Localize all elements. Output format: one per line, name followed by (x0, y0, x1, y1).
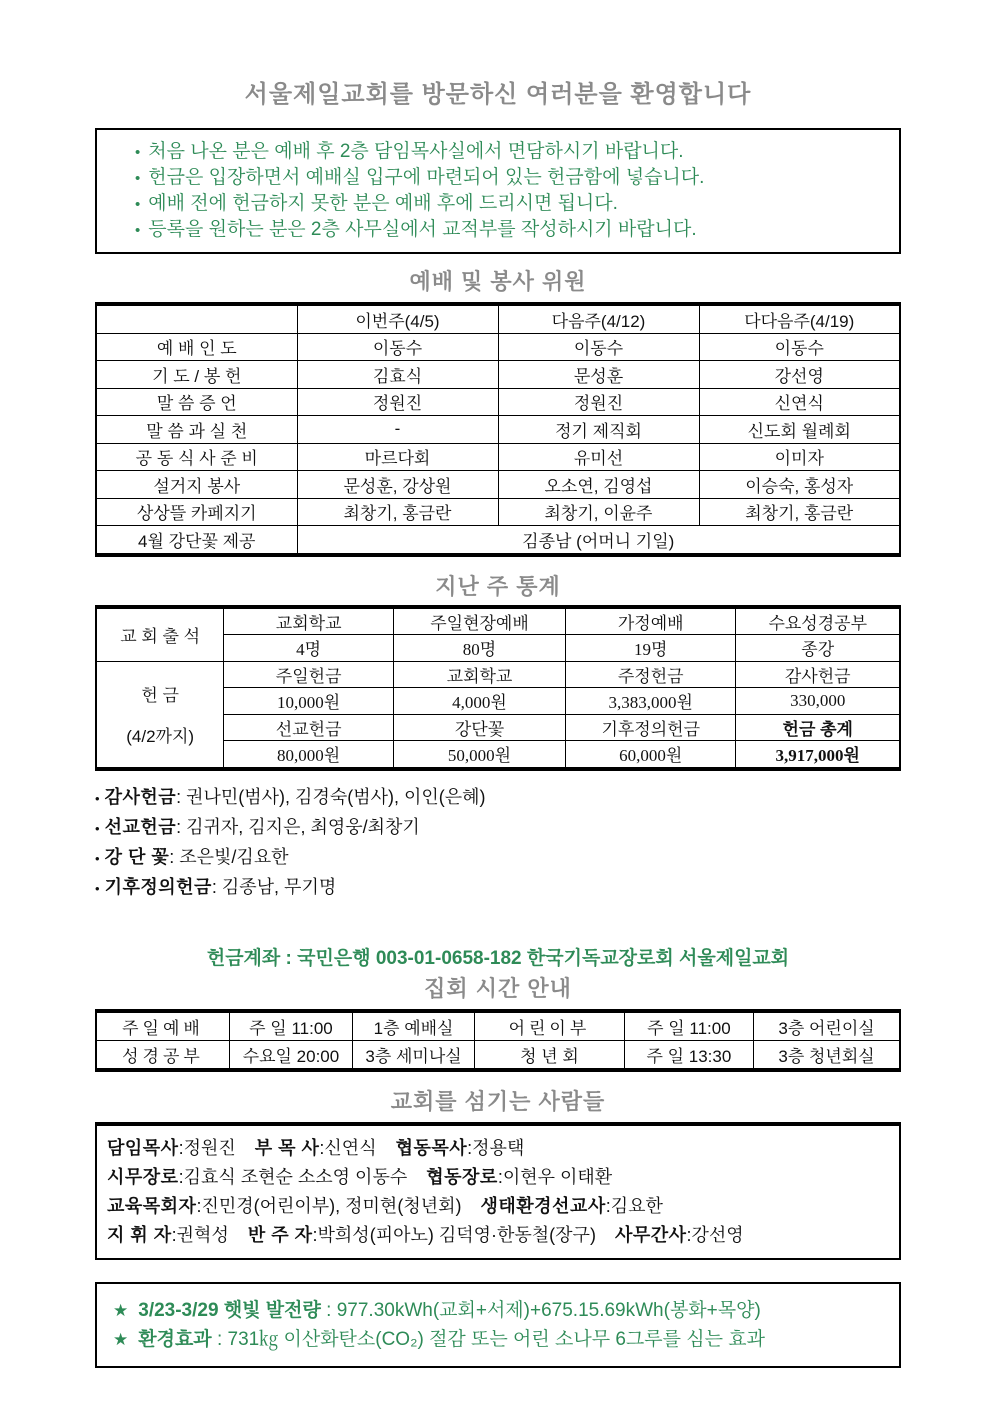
welcome-item-text: 등록을 원하는 분은 2층 사무실에서 교적부를 작성하시기 바랍니다. (148, 219, 697, 240)
welcome-item (135, 165, 899, 191)
note-label: 강 단 꽃 (104, 846, 170, 867)
staff-name: :이현우 이태환 (497, 1166, 613, 1187)
offering-account-line: 헌금계좌 : 국민은행 003-01-0658-182 한국기독교장로회 서울제일교회 (206, 947, 790, 969)
staff-name: :김요한 (605, 1195, 663, 1216)
service-cell: 유미선 (498, 443, 699, 471)
star-icon: ★ (113, 1300, 129, 1320)
staff-role: 시무장로 (107, 1166, 179, 1187)
offering-value: 3,383,000원 (566, 688, 736, 715)
service-header-thisweek: 이번주(4/5) (297, 304, 498, 333)
offering-notes (95, 783, 901, 903)
bulletin-content (95, 0, 901, 1368)
staff-role: 반 주 자 (247, 1224, 313, 1245)
note-label: 기후정의헌금 (104, 876, 212, 897)
meeting-cell: 수요일 20:00 (229, 1040, 352, 1070)
staff-role: 사무간사 (614, 1224, 687, 1245)
welcome-item-text: 처음 나온 분은 예배 후 2층 담임목사실에서 면담하시기 바랍니다. (148, 141, 684, 162)
note-line (95, 873, 901, 903)
attendance-header: 교회학교 (224, 607, 394, 635)
note-label: 감사헌금 (104, 786, 177, 807)
meeting-cell: 청 년 회 (475, 1040, 625, 1070)
service-cell: 정기 제직회 (498, 416, 699, 444)
service-cell: 최창기, 홍금란 (297, 498, 498, 526)
service-row-label: 말 씀 증 언 (96, 388, 297, 416)
welcome-item (135, 191, 899, 217)
offering-header: 주일헌금 (224, 661, 394, 688)
table-row (96, 1040, 900, 1070)
staff-role: 협동목사 (395, 1137, 468, 1158)
service-cell: 강선영 (699, 361, 900, 389)
service-row-label: 상상뜰 카페지기 (96, 498, 297, 526)
service-header-empty (96, 304, 297, 333)
service-cell: 정원진 (498, 388, 699, 416)
meeting-cell: 어린이부 (475, 1011, 625, 1041)
attendance-header: 주일현장예배 (393, 607, 565, 635)
service-cell: 최창기, 이윤주 (498, 498, 699, 526)
service-cell: 이미자 (699, 443, 900, 471)
offering-total-value: 3,917,000원 (736, 741, 900, 769)
service-row-label: 설거지 봉사 (96, 471, 297, 499)
offering-label-line1: 헌 금 (141, 686, 179, 705)
service-cell: 이동수 (297, 333, 498, 361)
meeting-cell: 1층 예배실 (352, 1011, 474, 1041)
table-row (96, 607, 900, 635)
staff-pair (396, 1138, 525, 1158)
offering-value: 330,000 (736, 688, 900, 715)
service-cell: 이동수 (699, 333, 900, 361)
service-row-label: 공 동 식 사 준 비 (96, 443, 297, 471)
solar-value: : 731㎏ 이산화탄소(CO₂) 절감 또는 어린 소나무 6그루를 심는 효과 (211, 1328, 765, 1350)
offering-header: 선교헌금 (224, 714, 394, 741)
staff-pair (255, 1138, 377, 1158)
staff-pair (426, 1167, 612, 1187)
offering-total-header: 헌금 총계 (736, 714, 900, 741)
meeting-cell: 주일예배 (96, 1011, 229, 1041)
table-row (96, 1011, 900, 1041)
solar-line (113, 1325, 887, 1354)
bullet-icon: • (135, 170, 141, 187)
staff-line (107, 1163, 889, 1192)
attendance-value: 종강 (736, 635, 900, 662)
note-value: : 조은빛/김요한 (169, 846, 289, 867)
service-cell: 이동수 (498, 333, 699, 361)
attendance-label: 교 회 출 석 (96, 607, 224, 662)
offering-header: 기후정의헌금 (566, 714, 736, 741)
table-row (96, 333, 900, 361)
note-line (95, 843, 901, 873)
service-cell: 오소연, 김영섭 (498, 471, 699, 499)
staff-pair (248, 1225, 596, 1245)
offering-value: 50,000원 (393, 741, 565, 769)
offering-header: 교회학교 (393, 661, 565, 688)
table-row (96, 388, 900, 416)
bullet-icon: • (135, 222, 141, 239)
attendance-value: 19명 (566, 635, 736, 662)
offering-header: 감사헌금 (736, 661, 900, 688)
staff-pair (107, 1196, 461, 1216)
stats-section-title: 지난 주 통계 (435, 573, 561, 599)
note-value: : 김귀자, 김지은, 최영웅/최창기 (176, 816, 420, 837)
staff-line (107, 1192, 889, 1221)
welcome-item (135, 139, 899, 165)
table-row (96, 416, 900, 444)
table-row (96, 443, 900, 471)
staff-role: 협동장로 (426, 1166, 498, 1187)
offering-header: 주정헌금 (566, 661, 736, 688)
table-row (96, 526, 900, 555)
staff-role: 교육목회자 (107, 1195, 197, 1216)
offering-value: 4,000원 (393, 688, 565, 715)
staff-role: 부 목 사 (254, 1137, 320, 1158)
note-line (95, 783, 901, 813)
service-header-nextweek: 다음주(4/12) (498, 304, 699, 333)
staff-name: :강선영 (686, 1224, 744, 1245)
staff-box (95, 1122, 901, 1260)
service-cell: 신도회 월례회 (699, 416, 900, 444)
bullet-icon: • (95, 850, 100, 866)
note-label: 선교헌금 (104, 816, 177, 837)
star-icon: ★ (113, 1329, 129, 1349)
table-header-row (96, 304, 900, 333)
service-footer-value: 김종남 (어머니 기일) (297, 526, 900, 555)
meeting-cell: 주 일 11:00 (624, 1011, 753, 1041)
offering-label-line2: (4/2까지) (126, 727, 195, 746)
service-cell: - (297, 416, 498, 444)
offering-label (96, 661, 224, 769)
service-row-label: 말 씀 과 실 천 (96, 416, 297, 444)
solar-report-box (95, 1282, 901, 1368)
staff-pair (615, 1225, 744, 1245)
staff-section-title: 교회를 섬기는 사람들 (390, 1088, 606, 1114)
table-row (96, 361, 900, 389)
meeting-cell: 주 일 11:00 (229, 1011, 352, 1041)
service-cell: 최창기, 홍금란 (699, 498, 900, 526)
staff-name: :신연식 (319, 1137, 377, 1158)
solar-label: 3/23-3/29 햇빛 발전량 (138, 1299, 321, 1321)
staff-name: :정원진 (178, 1137, 236, 1158)
staff-pair (107, 1167, 407, 1187)
attendance-header: 가정예배 (566, 607, 736, 635)
service-cell: 이승숙, 홍성자 (699, 471, 900, 499)
attendance-header: 수요성경공부 (736, 607, 900, 635)
welcome-item-text: 헌금은 입장하면서 예배실 입구에 마련되어 있는 헌금함에 넣습니다. (148, 167, 705, 188)
welcome-item-text: 예배 전에 헌금하지 못한 분은 예배 후에 드리시면 됩니다. (148, 193, 618, 214)
staff-name: :권혁성 (171, 1224, 229, 1245)
bullet-icon: • (135, 196, 141, 213)
attendance-value: 80명 (393, 635, 565, 662)
solar-line (113, 1296, 887, 1325)
service-row-label: 기 도 / 봉 헌 (96, 361, 297, 389)
service-cell: 마르다회 (297, 443, 498, 471)
service-header-weekafter: 다다음주(4/19) (699, 304, 900, 333)
page-title: 서울제일교회를 방문하신 여러분을 환영합니다 (244, 81, 752, 108)
meeting-times-table (95, 1009, 901, 1072)
service-cell: 문성훈 (498, 361, 699, 389)
service-row-label: 4월 강단꽃 제공 (96, 526, 297, 555)
service-cell: 김효식 (297, 361, 498, 389)
note-value: : 김종남, 무기명 (211, 876, 337, 897)
staff-line (107, 1221, 889, 1250)
service-section-title: 예배 및 봉사 위원 (409, 269, 587, 294)
staff-pair (481, 1196, 663, 1216)
solar-value: : 977.30kWh(교회+서제)+675.15.69kWh(봉화+목양) (320, 1299, 761, 1321)
staff-name: :정용택 (467, 1137, 525, 1158)
staff-role: 생태환경선교사 (480, 1195, 606, 1216)
meeting-cell: 3층 청년회실 (754, 1040, 900, 1070)
meeting-cell: 3층 세미나실 (352, 1040, 474, 1070)
service-committee-table (95, 302, 901, 557)
welcome-item (135, 217, 899, 243)
staff-role: 지 휘 자 (107, 1224, 172, 1245)
offering-header: 강단꽃 (393, 714, 565, 741)
offering-value: 80,000원 (224, 741, 394, 769)
staff-name: :박희성(피아노) 김덕영·한동철(장구) (312, 1224, 596, 1245)
staff-name: :김효식 조현순 소소영 이동수 (178, 1166, 408, 1187)
service-cell: 문성훈, 강상원 (297, 471, 498, 499)
meeting-cell: 성경공부 (96, 1040, 229, 1070)
bullet-icon: • (135, 144, 141, 161)
table-row (96, 661, 900, 688)
table-row (96, 471, 900, 499)
staff-role: 담임목사 (107, 1137, 179, 1158)
bullet-icon: • (95, 820, 100, 836)
bullet-icon: • (95, 790, 100, 806)
staff-pair (107, 1138, 236, 1158)
note-value: : 권나민(범사), 김경숙(범사), 이인(은혜) (176, 786, 486, 807)
table-row (96, 498, 900, 526)
meeting-cell: 3층 어린이실 (754, 1011, 900, 1041)
meeting-section-title: 집회 시간 안내 (424, 975, 572, 1001)
meeting-cell: 주 일 13:30 (624, 1040, 753, 1070)
staff-pair (107, 1225, 229, 1245)
offering-value: 10,000원 (224, 688, 394, 715)
staff-name: :진민경(어린이부), 정미현(청년회) (196, 1195, 462, 1216)
bullet-icon: • (95, 880, 100, 896)
service-cell: 정원진 (297, 388, 498, 416)
note-line (95, 813, 901, 843)
solar-label: 환경효과 (138, 1328, 212, 1350)
weekly-stats-table (95, 605, 901, 771)
service-cell: 신연식 (699, 388, 900, 416)
staff-line (107, 1134, 889, 1163)
welcome-notice-box (95, 128, 901, 254)
service-row-label: 예 배 인 도 (96, 333, 297, 361)
attendance-value: 4명 (224, 635, 394, 662)
offering-value: 60,000원 (566, 741, 736, 769)
